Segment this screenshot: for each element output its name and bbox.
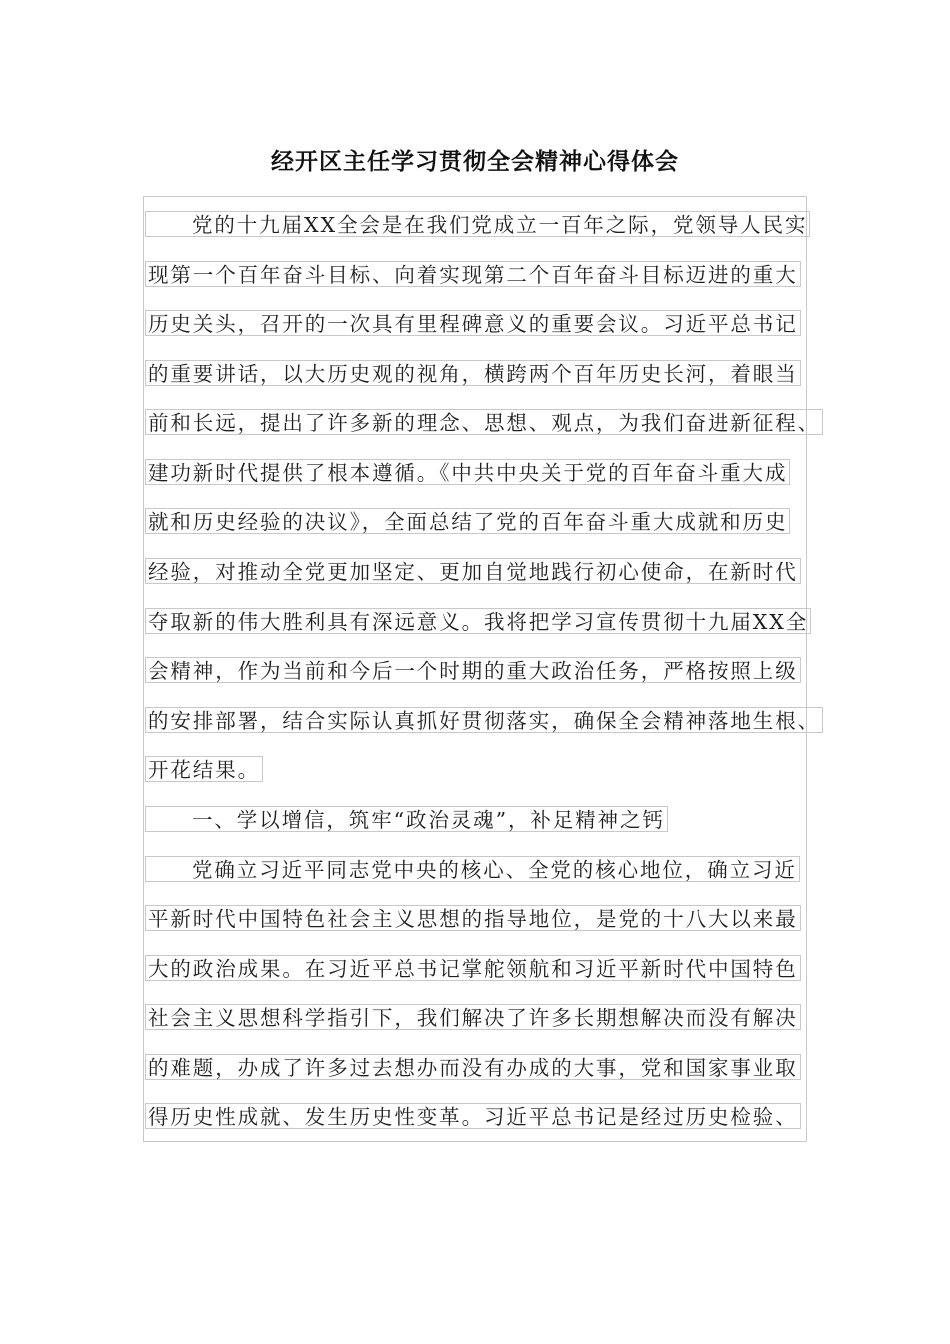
text-line: 得历史性成就、发生历史性变革。习近平总书记是经过历史检验、 (145, 1103, 801, 1129)
text-line: 会精神，作为当前和今后一个时期的重大政治任务，严格按照上级 (145, 657, 801, 683)
text-line: 夺取新的伟大胜利具有深远意义。我将把学习宣传贯彻十九届XX全 (145, 608, 811, 634)
section-heading: 一、学以增信，筑牢“政治灵魂”，补足精神之钙 (145, 806, 668, 832)
text-line: 的安排部署，结合实际认真抓好贯彻落实，确保全会精神落地生根、 (145, 707, 823, 733)
text-line: 党的十九届XX全会是在我们党成立一百年之际，党领导人民实 (145, 211, 810, 237)
text-line: 平新时代中国特色社会主义思想的指导地位，是党的十八大以来最 (145, 905, 801, 931)
text-line: 党确立习近平同志党中央的核心、全党的核心地位，确立习近 (145, 856, 800, 882)
text-line: 历史关头，召开的一次具有里程碑意义的重要会议。习近平总书记 (145, 310, 801, 336)
text-line: 的难题，办成了许多过去想办而没有办成的大事，党和国家事业取 (145, 1054, 801, 1080)
text-line: 现第一个百年奋斗目标、向着实现第二个百年奋斗目标迈进的重大 (145, 261, 801, 287)
text-line: 经验，对推动全党更加坚定、更加自觉地践行初心使命，在新时代 (145, 558, 801, 584)
text-line: 的重要讲话，以大历史观的视角，横跨两个百年历史长河，着眼当 (145, 360, 801, 386)
text-line: 建功新时代提供了根本遵循。《中共中央关于党的百年奋斗重大成 (145, 459, 790, 485)
text-line: 前和长远，提出了许多新的理念、思想、观点，为我们奋进新征程、 (145, 409, 823, 435)
document-title: 经开区主任学习贯彻全会精神心得体会 (271, 149, 679, 175)
text-line: 开花结果。 (145, 756, 263, 782)
text-line: 就和历史经验的决议》，全面总结了党的百年奋斗重大成就和历史 (145, 508, 790, 534)
text-line: 大的政治成果。在习近平总书记掌舵领航和习近平新时代中国特色 (145, 955, 801, 981)
text-line: 社会主义思想科学指引下，我们解决了许多长期想解决而没有解决 (145, 1004, 801, 1030)
